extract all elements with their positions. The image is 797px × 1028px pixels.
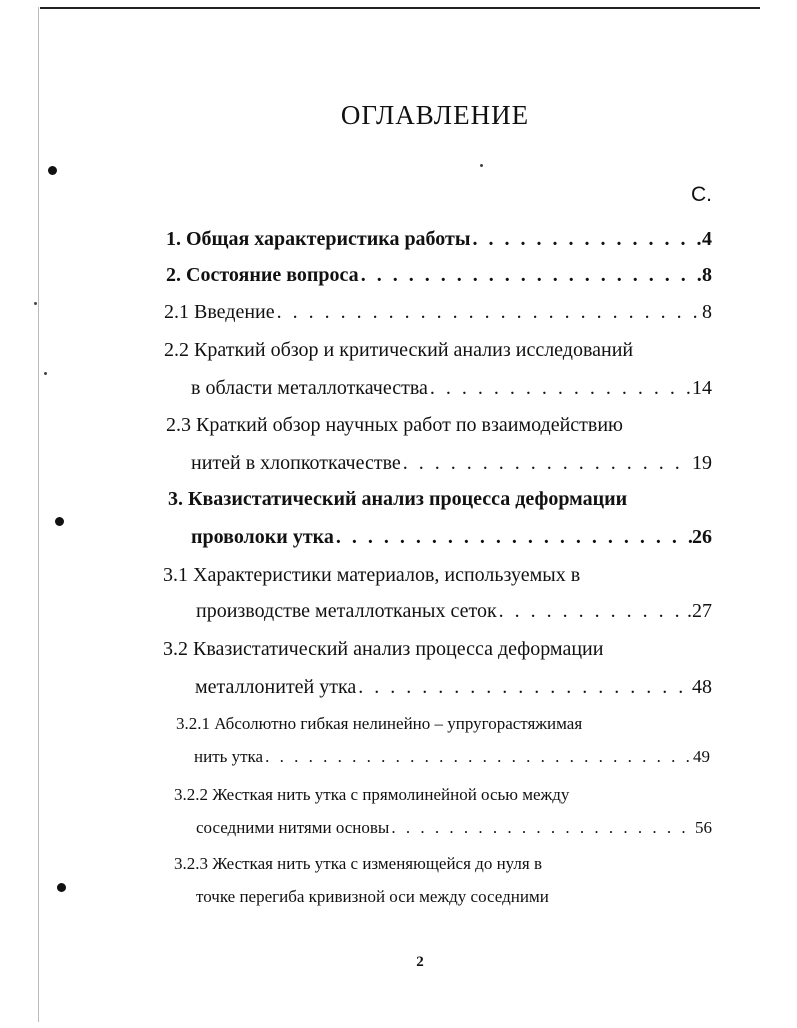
toc-entry (191, 452, 712, 475)
toc-entry-title: 3.1 Характеристики материалов, используемых в (163, 564, 581, 586)
toc-entry-title-continued: производстве металлотканых сеток (196, 600, 497, 622)
dot-leader (470, 228, 702, 251)
scan-speck (34, 302, 37, 305)
toc-entry-page: 14 (692, 377, 712, 399)
toc-entry-title: 2. Состояние вопроса (166, 264, 359, 286)
toc-entry-page: 26 (692, 526, 712, 548)
toc-entry-title: 3.2.3 Жесткая нить утка с изменяющейся до нуля в (174, 854, 542, 873)
scan-speck (480, 164, 483, 167)
page-column-label: С. (691, 183, 712, 206)
toc-entry-title-continued: соседними нитями основы (196, 818, 390, 837)
toc-entry (194, 747, 710, 767)
dot-leader (334, 526, 692, 549)
dot-leader (401, 452, 692, 475)
dot-leader (428, 377, 692, 400)
toc-entry (191, 377, 712, 400)
toc-entry-title: 1. Общая характеристика работы (166, 228, 471, 250)
toc-entry-title: 3.2.2 Жесткая нить утка с прямолинейной осью между (174, 785, 570, 804)
toc-entry-title-continued: точке перегиба кривизной оси между соседними (196, 887, 549, 906)
binding-hole (55, 517, 64, 526)
dot-leader (356, 676, 692, 699)
toc-entry-title: 3.2.1 Абсолютно гибкая нелинейно – упругорастяжимая (176, 714, 583, 733)
toc-entry-page: 48 (692, 676, 712, 698)
binding-hole (57, 883, 66, 892)
toc-entry (196, 818, 712, 838)
dot-leader (275, 301, 702, 324)
toc-entry-title-continued: нитей в хлопкоткачестве (191, 452, 401, 474)
toc-entry (164, 301, 712, 324)
toc-entry-page: .27 (687, 600, 712, 622)
toc-entry-title-continued: проволоки утка (191, 526, 334, 548)
toc-entry-title-continued: металлонитей утка (195, 676, 357, 698)
dot-leader (497, 600, 687, 623)
toc-entry (195, 676, 712, 699)
toc-entry-title: 3.2 Квазистатический анализ процесса деформации (163, 638, 604, 660)
toc-entry (166, 264, 712, 287)
toc-entry-page: 19 (692, 452, 712, 474)
left-border (38, 7, 39, 1022)
dot-leader (359, 264, 702, 287)
toc-entry (196, 600, 712, 623)
dot-leader (263, 747, 693, 767)
toc-entry-page: 56 (695, 818, 712, 837)
page-title: ОГЛАВЛЕНИЕ (340, 100, 530, 130)
dot-leader (389, 818, 695, 838)
toc-entry-page: 8 (702, 301, 712, 323)
top-border (40, 7, 760, 9)
toc-entry (166, 228, 712, 251)
footer-page-number: 2 (416, 954, 424, 970)
toc-entry-page: 4 (702, 228, 712, 250)
toc-entry-title: 2.3 Краткий обзор научных работ по взаимодействию (166, 414, 623, 436)
toc-entry-title: 2.2 Краткий обзор и критический анализ исследований (164, 339, 634, 361)
toc-entry-title-continued: в области металлоткачества (191, 377, 428, 399)
toc-entry-title: 2.1 Введение (164, 301, 275, 323)
toc-entry-title-continued: нить утка (194, 747, 264, 766)
scan-speck (44, 372, 47, 375)
toc-entry-page: 49 (693, 747, 710, 766)
binding-hole (48, 166, 57, 175)
toc-entry-page: 8 (702, 264, 712, 286)
toc-entry (191, 526, 712, 549)
toc-entry-title: 3. Квазистатический анализ процесса деформации (168, 488, 628, 510)
